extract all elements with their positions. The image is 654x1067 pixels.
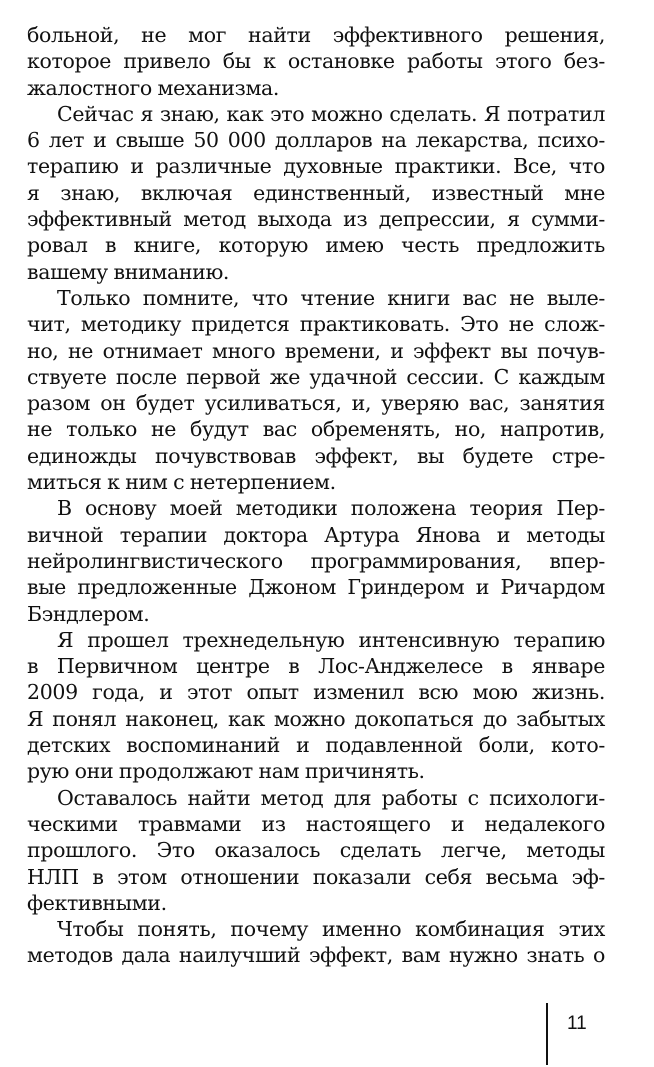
- paragraph-4: [27, 495, 605, 626]
- text-line: Я прошел трехнедельную интенсивную терапию: [57, 627, 605, 652]
- text-line: Оставалось найти метод для работы с психологи-: [57, 785, 605, 810]
- paragraph-5: [27, 627, 605, 785]
- text-line: терапию и различные духовные практики. Все, что: [27, 154, 605, 179]
- text-line: В основу моей методики положена теория Пер-: [57, 496, 605, 521]
- text-line: вые предложенные Джоном Гриндером и Ричардом: [27, 575, 605, 600]
- text-line: Бэндлером.: [27, 601, 150, 626]
- text-line: чит, методику придется практиковать. Это не слож-: [27, 312, 605, 337]
- text-line: Сейчас я знаю, как это можно сделать. Я потратил: [57, 101, 605, 126]
- text-line: фективными.: [27, 890, 167, 915]
- text-line: я знаю, включая единственный, известный мне: [27, 180, 605, 205]
- paragraph-3: [27, 285, 605, 495]
- text-line: больной, не мог найти эффективного решения,: [27, 23, 605, 47]
- text-line: миться к ним с нетерпением.: [27, 470, 336, 495]
- text-line: которое привело бы к остановке работы этого без-: [27, 49, 605, 74]
- text-line: в Первичном центре в Лос-Анджелесе в январе: [27, 654, 605, 679]
- text-line: единожды почувствовав эффект, вы будете стре-: [27, 443, 605, 468]
- text-line: 2009 года, и этот опыт изменил всю мою жизнь.: [27, 680, 605, 705]
- text-line: 6 лет и свыше 50 000 долларов на лекарства, психо-: [27, 128, 605, 153]
- text-line: эффективный метод выхода из депрессии, я сумми-: [27, 207, 605, 232]
- page-number: 11: [567, 1013, 587, 1034]
- text-line: вашему вниманию.: [27, 259, 230, 284]
- text-line: Только помните, что чтение книги вас не выле-: [57, 285, 605, 310]
- text-line: не только не будут вас обременять, но, напротив,: [27, 417, 605, 442]
- paragraph-6: [27, 785, 605, 916]
- text-line: Я понял наконец, как можно докопаться до забытых: [27, 706, 605, 731]
- text-line: жалостного механизма.: [27, 75, 280, 100]
- text-line: НЛП в этом отношении показали себя весьма эф-: [27, 864, 605, 889]
- text-line: прошлого. Это оказалось сделать легче, методы: [27, 838, 605, 863]
- paragraph-2: [27, 101, 605, 285]
- paragraph-1: [27, 22, 605, 101]
- text-line: ствуете после первой же удачной сессии. С каждым: [27, 364, 605, 389]
- paragraph-7: [27, 916, 605, 969]
- text-line: нейролингвистического программирования, впер-: [27, 548, 605, 573]
- text-line: Чтобы понять, почему именно комбинация этих: [57, 917, 605, 942]
- text-line: рую они продолжают нам причинять.: [27, 759, 425, 784]
- body-text: [27, 22, 605, 969]
- text-line: но, не отнимает много времени, и эффект вы почув-: [27, 338, 605, 363]
- page-number-rule: [546, 1003, 548, 1065]
- text-line: ровал в книге, которую имею честь предложить: [27, 233, 605, 258]
- text-line: разом он будет усиливаться, и, уверяю вас, занятия: [27, 391, 605, 416]
- text-line: детских воспоминаний и подавленной боли, кото-: [27, 733, 605, 758]
- text-line: ческими травмами из настоящего и недалекого: [27, 811, 605, 836]
- text-line: вичной терапии доктора Артура Янова и методы: [27, 522, 605, 547]
- text-line: методов дала наилучший эффект, вам нужно знать о: [27, 943, 605, 968]
